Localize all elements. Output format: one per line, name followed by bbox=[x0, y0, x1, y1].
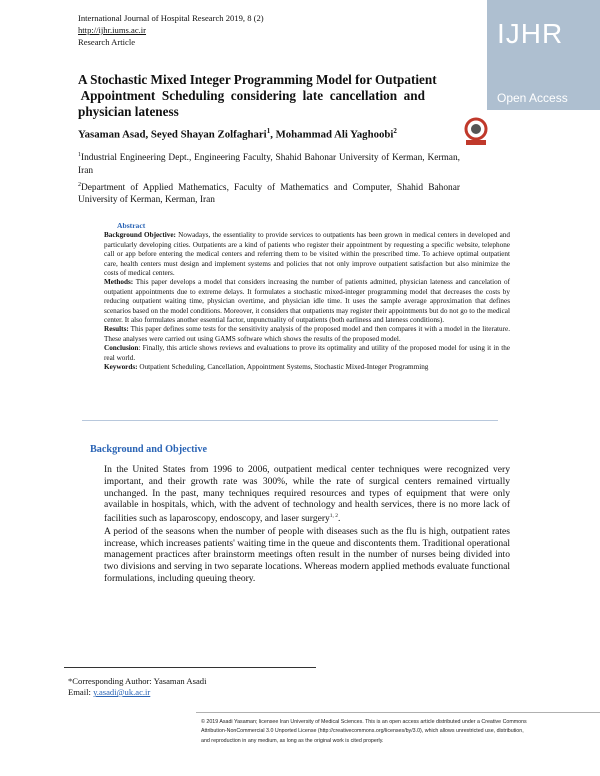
section-heading: Background and Objective bbox=[90, 444, 207, 455]
license-divider bbox=[196, 712, 600, 713]
abstract-methods: Methods: This paper develops a model that considers increasing the number of patients admitted, physician lateness and cancelation of outpatient appointments due to extreme delays. It formulates a stochastic mixed-integer programming model that decreases the costs by reducing outpatient waiting time, physician overtime, and physician idle time. It uses the sample average approximation that defines scenarios based on the model conditions. Moreover, it considers that outpatients may register their appointments but do not go to the medical center. It also formulates another essential factor, unpunctuality of outpatients (both earliness and lateness conditions). bbox=[104, 278, 510, 325]
abstract-conclusion: Conclusion: Finally, this article shows reviews and evaluations to prove its optimality and utility of the proposed model for using it in the real world. bbox=[104, 344, 510, 362]
journal-brand-panel bbox=[487, 0, 600, 110]
abstract-objective: Background Objective: Nowadays, the essentiality to provide services to outpatients has been grown in medical centers in developed and particularly developing cities. Outpatients are a kind of patients who register their appointment by requesting a specific website, telephone call or app before entering the medical centers and referring them to be visited within the prescribed time. To achieve optimal outpatient care, health centers must design and implement systems and policies that not only improve outpatient satisfaction but also minimize the costs of medical centers. bbox=[104, 231, 510, 278]
section-divider bbox=[82, 420, 498, 421]
abstract-keywords: Keywords: Outpatient Scheduling, Cancellation, Appointment Systems, Stochastic Mixed-Integer Programming bbox=[104, 363, 429, 372]
body-paragraph-1: In the United States from 1996 to 2006, outpatient medical center techniques were recognized very important, and their growth rate was 300%, while the rate of surgical centers remained virtually unchanged. In the past, many techniques required resources and types of equipment that were only available in hospitals, which, with the advent of technology and health services, there is no more lack of facilities such as laparoscopy, endoscopy, and laser surgery$^{1, 2}$. bbox=[104, 464, 510, 525]
abstract bbox=[104, 221, 510, 373]
title-line-2: Appointment Scheduling considering late cancellation and bbox=[78, 88, 425, 103]
license-line-1: © 2019 Asadi Yasaman; licensee Iran University of Medical Sciences. This is an open access article distributed under a Creative Commons bbox=[201, 719, 527, 725]
article-type: Research Article bbox=[78, 37, 136, 47]
journal-citation: International Journal of Hospital Research 2019, 8 (2) bbox=[78, 13, 264, 23]
affiliations bbox=[78, 149, 460, 209]
crossmark-icon[interactable] bbox=[462, 117, 490, 147]
abstract-heading: Abstract bbox=[117, 221, 146, 230]
license-line-3: and reproduction in any medium, as long as the original work is cited properly. bbox=[201, 737, 384, 744]
article-title bbox=[78, 72, 478, 120]
journal-info bbox=[78, 12, 264, 48]
body-paragraph-2: A period of the seasons when the number of people with diseases such as the flu is high, outpatient rates increase, which increases patients' waiting time in the queue and discontents them. Traditional operational management practices after brainstorm meetings often result in the number of nurses being divided into two divisions and serving in two separate locations. Whereas modern applied methods evaluate functional formulations, including queuing theory. bbox=[104, 525, 510, 584]
footnote bbox=[68, 676, 206, 698]
open-access-label: Open Access bbox=[497, 91, 568, 105]
journal-logo: IJHR bbox=[497, 18, 564, 49]
author-names-2: , Mohammad Ali Yaghoobi bbox=[270, 128, 394, 141]
license-line-2: Attribution-NonCommercial 3.0 Unported License (http://creativecommons.org/licenses/by/3.0), which allows unrestricted use, distribution, bbox=[201, 728, 524, 735]
affiliation-1: $^1$Industrial Engineering Dept., Engineering Faculty, Shahid Bahonar University of Kerman, Kerman, Iran bbox=[78, 152, 460, 176]
corresponding-author: *Corresponding Author: Yasaman Asadi bbox=[68, 676, 207, 686]
author-sup-2: 2 bbox=[393, 127, 397, 135]
abstract-results: Results: This paper defines some tests for the sensitivity analysis of the proposed model and then compares it with a model in the literature. These analyses were carried out using GAMS software which shows the results of the proposed model. bbox=[104, 325, 510, 343]
email-link[interactable]: y.asadi@uk.ac.ir bbox=[93, 687, 151, 697]
author-names-1: Yasaman Asad, Seyed Shayan Zolfaghari bbox=[78, 128, 267, 141]
email-label: Email: bbox=[68, 687, 94, 697]
author-list bbox=[78, 127, 397, 141]
footnote-divider bbox=[64, 667, 316, 668]
section-body bbox=[104, 464, 510, 585]
journal-url-link[interactable]: http://ijhr.iums.ac.ir bbox=[78, 25, 147, 35]
author-sup-1: 1 bbox=[266, 127, 271, 135]
license-text bbox=[201, 718, 591, 746]
title-line-1: A Stochastic Mixed Integer Programming Model for Outpatient bbox=[78, 72, 437, 87]
affiliation-2: $^2$Department of Applied Mathematics, Faculty of Mathematics and Computer, Shahid Bahonar University of Kerman, Kerman, Iran bbox=[78, 181, 460, 206]
title-line-3: physician lateness bbox=[78, 104, 179, 119]
